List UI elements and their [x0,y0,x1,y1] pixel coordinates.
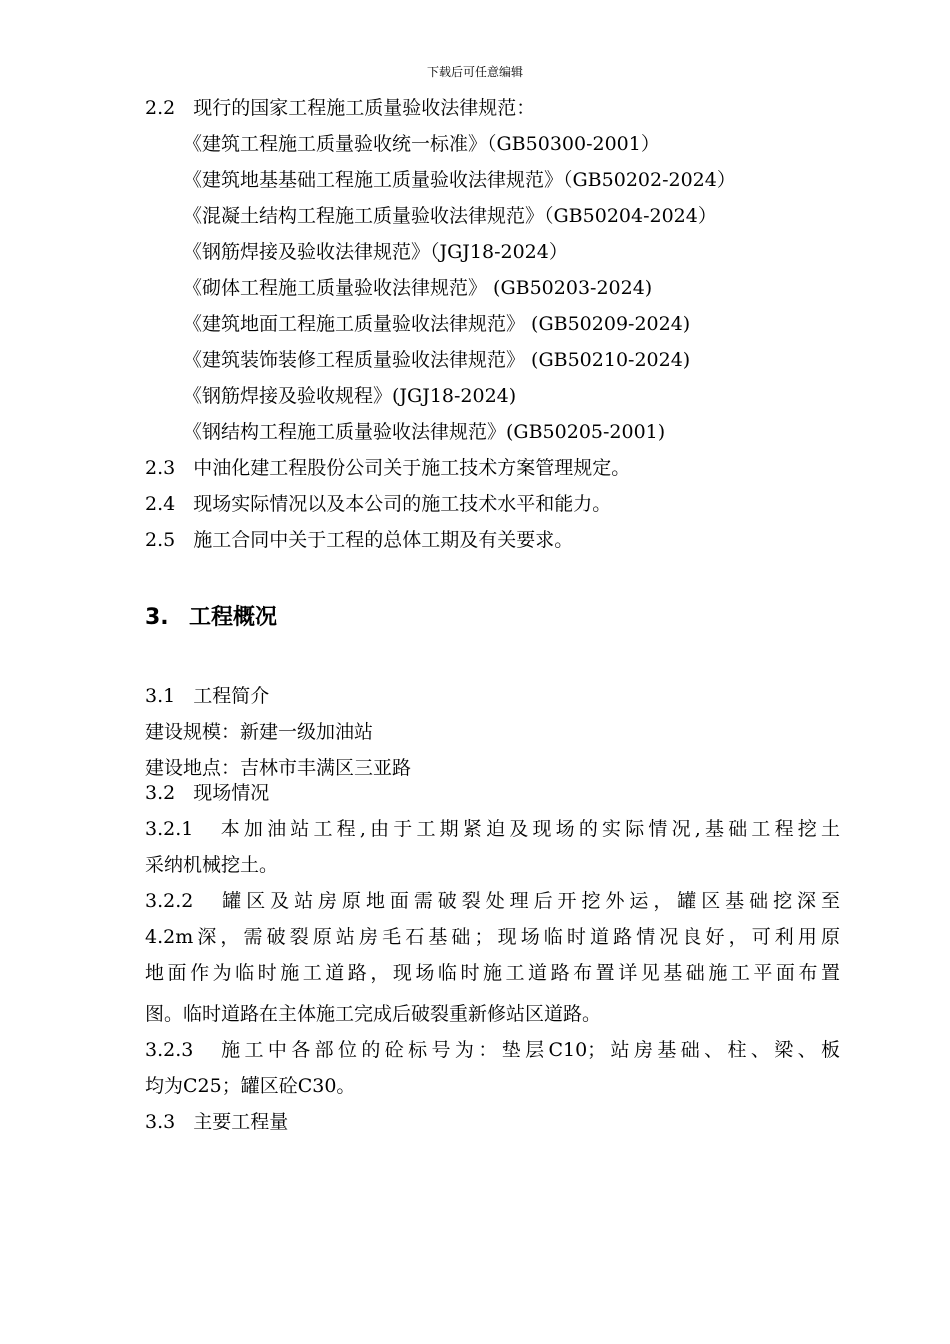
paragraph-3-2-3-line: 均为C25；罐区砼C30。 [145,1075,356,1097]
item-text: 工程简介 [193,685,270,707]
standard-item: 《钢筋焊接及验收规程》(JGJ18-2024) [183,385,517,407]
item-number: 3.1 [145,685,176,707]
paragraph-3-2-3-line: 3.2.3 施工中各部位的砼标号为：垫层C10；站房基础、柱、梁、板 [145,1039,840,1061]
item-text: 施工合同中关于工程的总体工期及有关要求。 [193,529,574,551]
standard-item: 《砌体工程施工质量验收法律规范》 (GB50203-2024) [183,277,653,299]
paragraph-3-2-2-line: 3.2.2 罐区及站房原地面需破裂处理后开挖外运，罐区基础挖深至 [145,890,840,912]
item-text: 现场实际情况以及本公司的施工技术水平和能力。 [193,493,612,515]
item-2-5 [145,527,573,553]
section-title: 工程概况 [189,605,278,630]
item-2-4 [145,491,611,517]
paragraph-3-2-2-line: 4.2m深，需破裂原站房毛石基础；现场临时道路情况良好，可利用原 [145,926,840,948]
paragraph-3-2-1-line: 3.2.1 本加油站工程,由于工期紧迫及现场的实际情况,基础工程挖土 [145,818,840,840]
standard-item: 《建筑工程施工质量验收统一标准》（GB50300-2001） [183,133,660,155]
item-number: 2.2 [145,97,176,119]
construction-scale: 建设规模：新建一级加油站 [145,721,374,743]
item-number: 2.3 [145,457,176,479]
construction-location: 建设地点：吉林市丰满区三亚路 [145,757,412,779]
item-number: 2.4 [145,493,176,515]
standard-item: 《混凝土结构工程施工质量验收法律规范》（GB50204-2024） [183,205,717,227]
standard-item: 《建筑装饰装修工程质量验收法律规范》 (GB50210-2024) [183,349,691,371]
item-3-2 [145,780,269,806]
item-text: 中油化建工程股份公司关于施工技术方案管理规定。 [193,457,631,479]
standard-item: 《建筑地面工程施工质量验收法律规范》 (GB50209-2024) [183,313,691,335]
item-number: 2.5 [145,529,176,551]
standard-item: 《钢结构工程施工质量验收法律规范》(GB50205-2001) [183,421,666,443]
section-number: 3. [145,605,169,630]
standard-item: 《建筑地基基础工程施工质量验收法律规范》（GB50202-2024） [183,169,736,191]
page-header: 下载后可任意编辑 [426,65,523,79]
item-number: 3.2 [145,782,176,804]
paragraph-3-2-2-line: 地面作为临时施工道路，现场临时施工道路布置详见基础施工平面布置 [145,962,840,984]
standard-item: 《钢筋焊接及验收法律规范》（JGJ18-2024） [183,241,568,263]
paragraph-3-2-1-line: 采纳机械挖土。 [145,854,279,876]
item-text: 现行的国家工程施工质量验收法律规范： [193,97,536,119]
section-heading [145,604,277,632]
item-2-3 [145,455,630,481]
item-text: 主要工程量 [193,1111,289,1133]
item-2-2 [145,95,535,121]
item-number: 3.3 [145,1111,176,1133]
item-text: 现场情况 [193,782,270,804]
item-3-1 [145,683,269,709]
item-3-3 [145,1109,288,1135]
paragraph-3-2-2-line: 图。临时道路在主体施工完成后破裂重新修站区道路。 [145,1003,602,1025]
